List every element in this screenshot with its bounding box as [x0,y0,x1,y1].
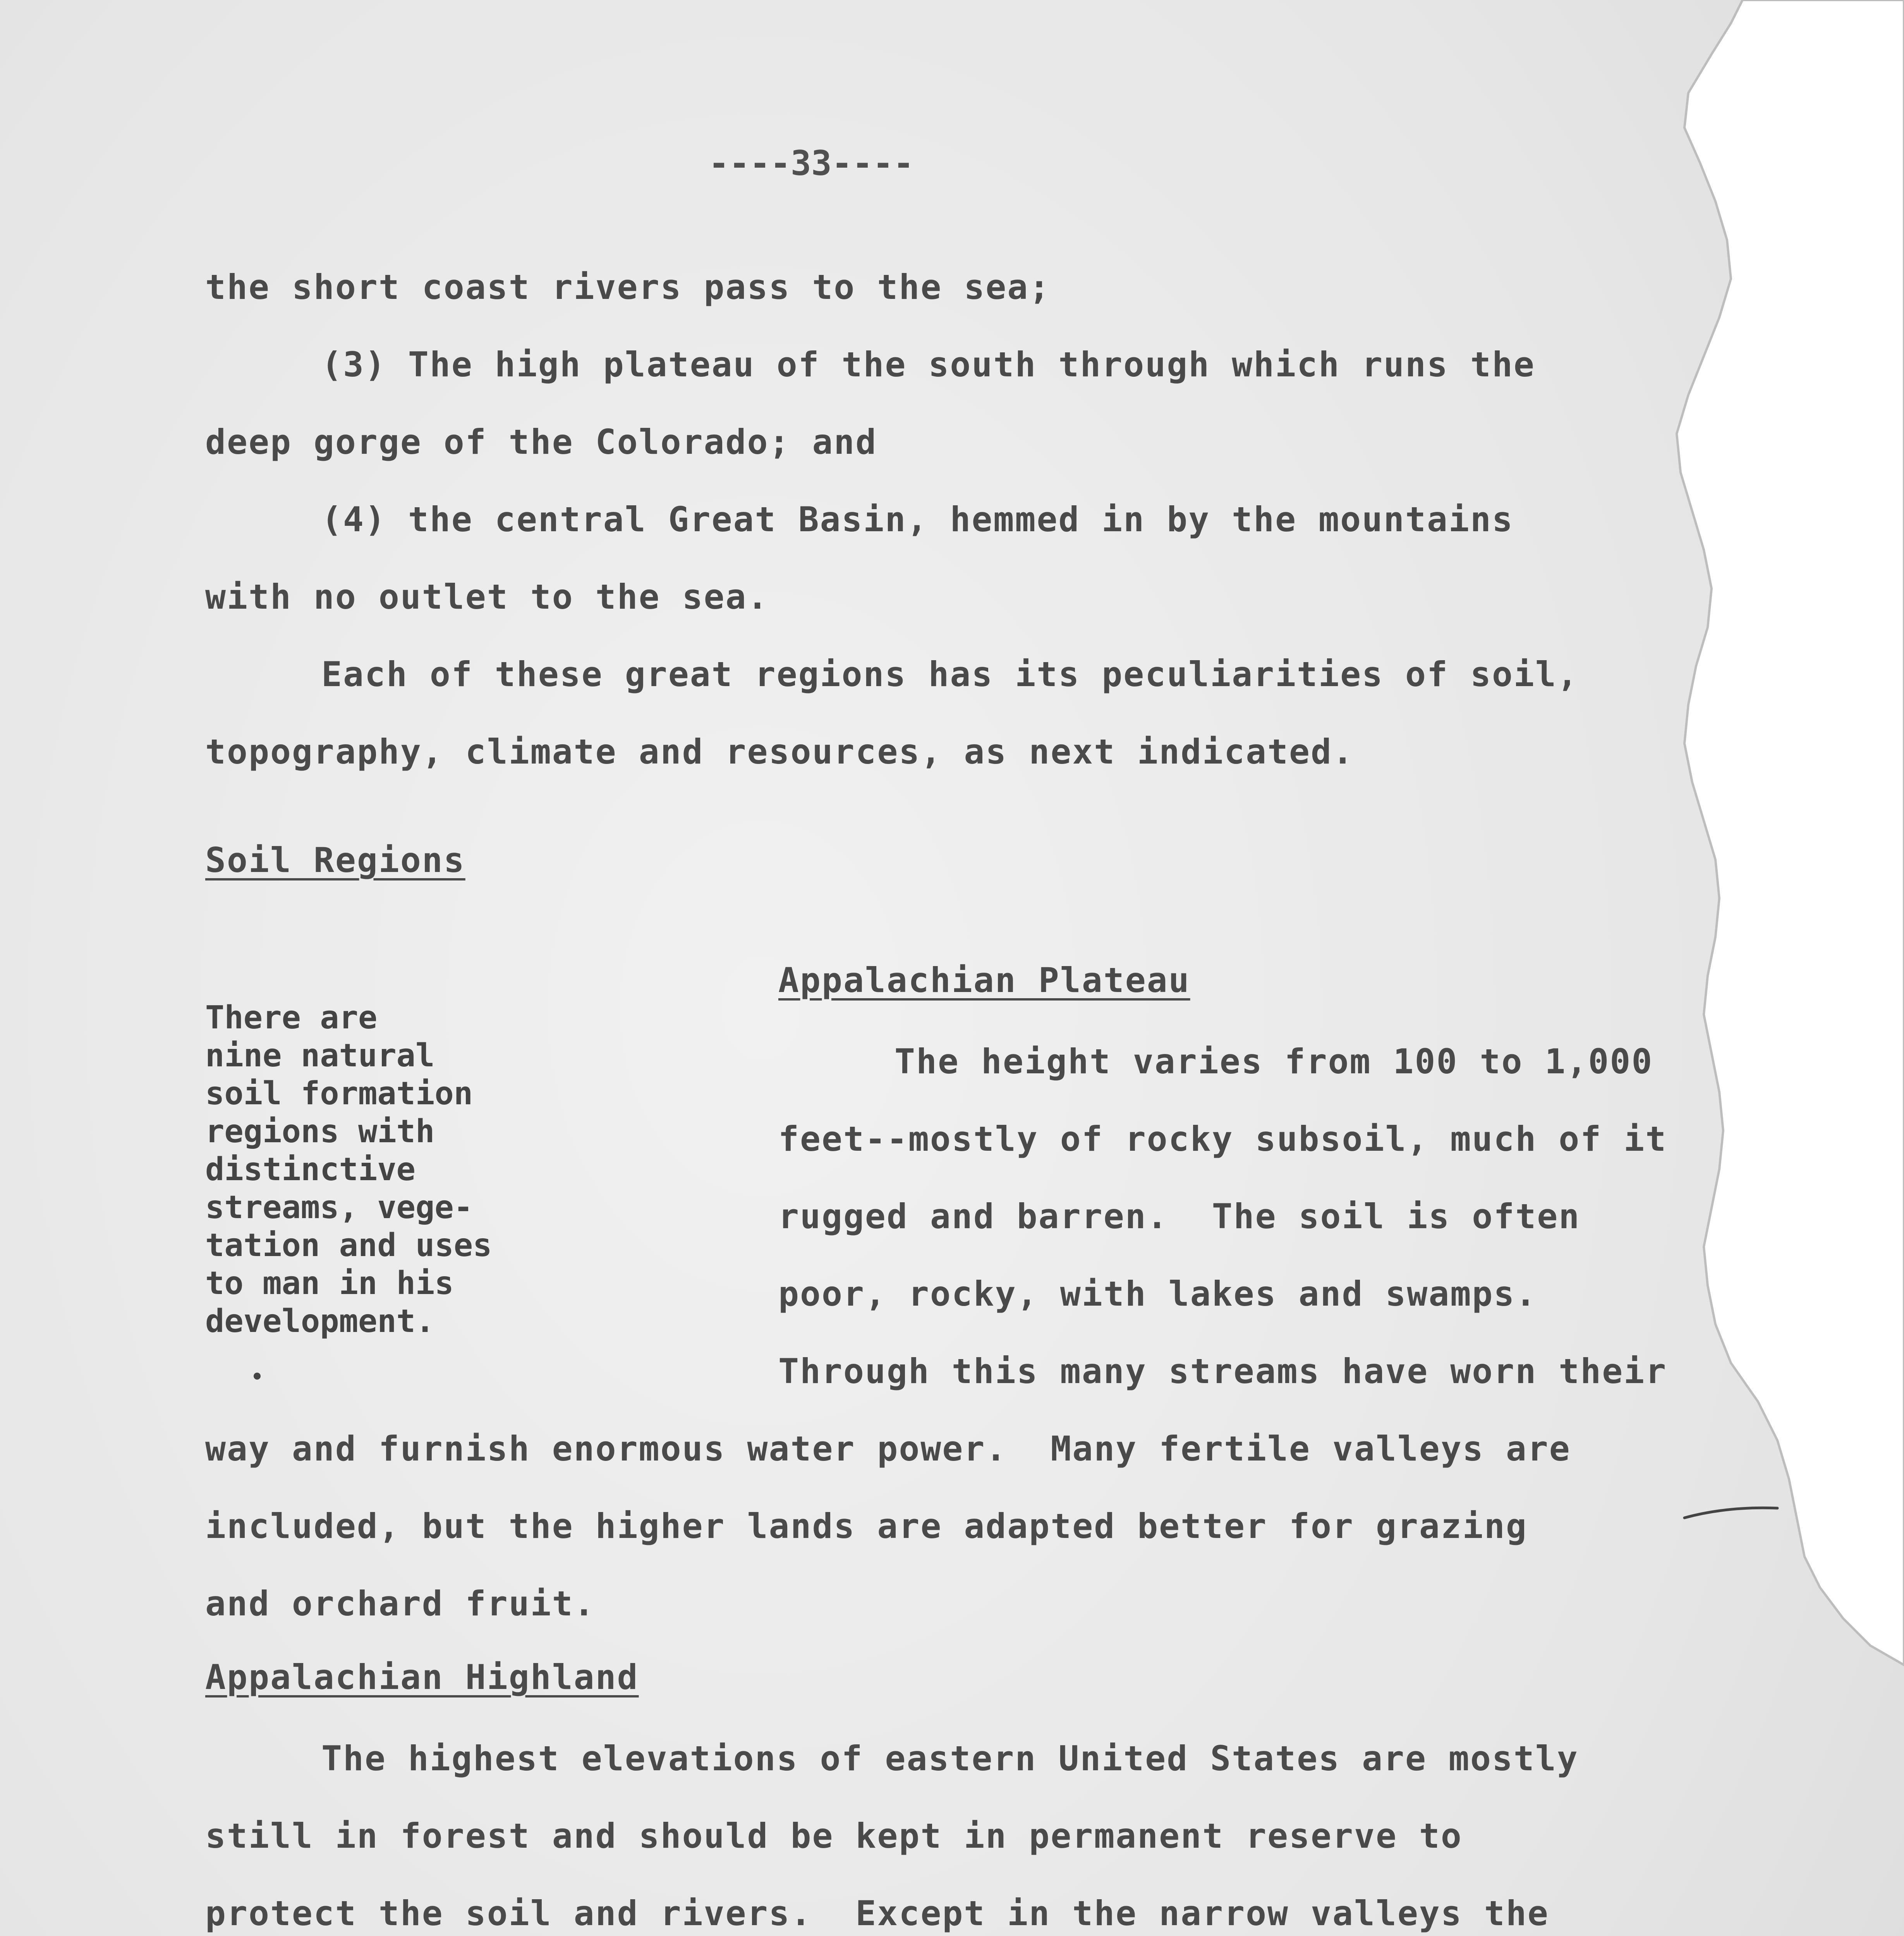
text-line: included, but the higher lands are adapted better for grazing [205,1506,1528,1546]
page-number: ----33---- [709,143,914,183]
text-line: (3) The high plateau of the south through which runs the [321,345,1535,384]
text-line: poor, rocky, with lakes and swamps. [778,1274,1537,1314]
text-line: feet--mostly of rocky subsoil, much of it [778,1119,1667,1159]
text-line: with no outlet to the sea. [205,577,769,617]
text-line: protect the soil and rivers. Except in the narrow valleys the [205,1893,1549,1933]
text-line: Each of these great regions has its peculiarities of soil, [321,654,1579,694]
text-line: still in forest and should be kept in permanent reserve to [205,1816,1463,1856]
text-line: rugged and barren. The soil is often [778,1196,1581,1236]
text-line: topography, climate and resources, as next indicated. [205,732,1354,772]
margin-note: There are nine natural soil formation regions with distinctive streams, vege- tation and uses to man in his development. [205,999,492,1340]
text-line: the short coast rivers pass to the sea; [205,267,1051,307]
pencil-mark [1681,1498,1781,1526]
text-line: Through this many streams have worn their [778,1351,1667,1391]
section-heading-appalachian-highland: Appalachian Highland [205,1657,639,1697]
ink-dot [254,1373,261,1380]
text-line: The highest elevations of eastern United States are mostly [321,1739,1579,1778]
subheading-appalachian-plateau: Appalachian Plateau [778,960,1190,1000]
text-line: (4) the central Great Basin, hemmed in by the mountains [321,499,1514,539]
text-line: The height varies from 100 to 1,000 [894,1042,1653,1081]
text-line: way and furnish enormous water power. Many fertile valleys are [205,1429,1571,1469]
text-line: and orchard fruit. [205,1584,596,1624]
section-heading-soil-regions: Soil Regions [205,840,465,880]
text-line: deep gorge of the Colorado; and [205,422,877,462]
